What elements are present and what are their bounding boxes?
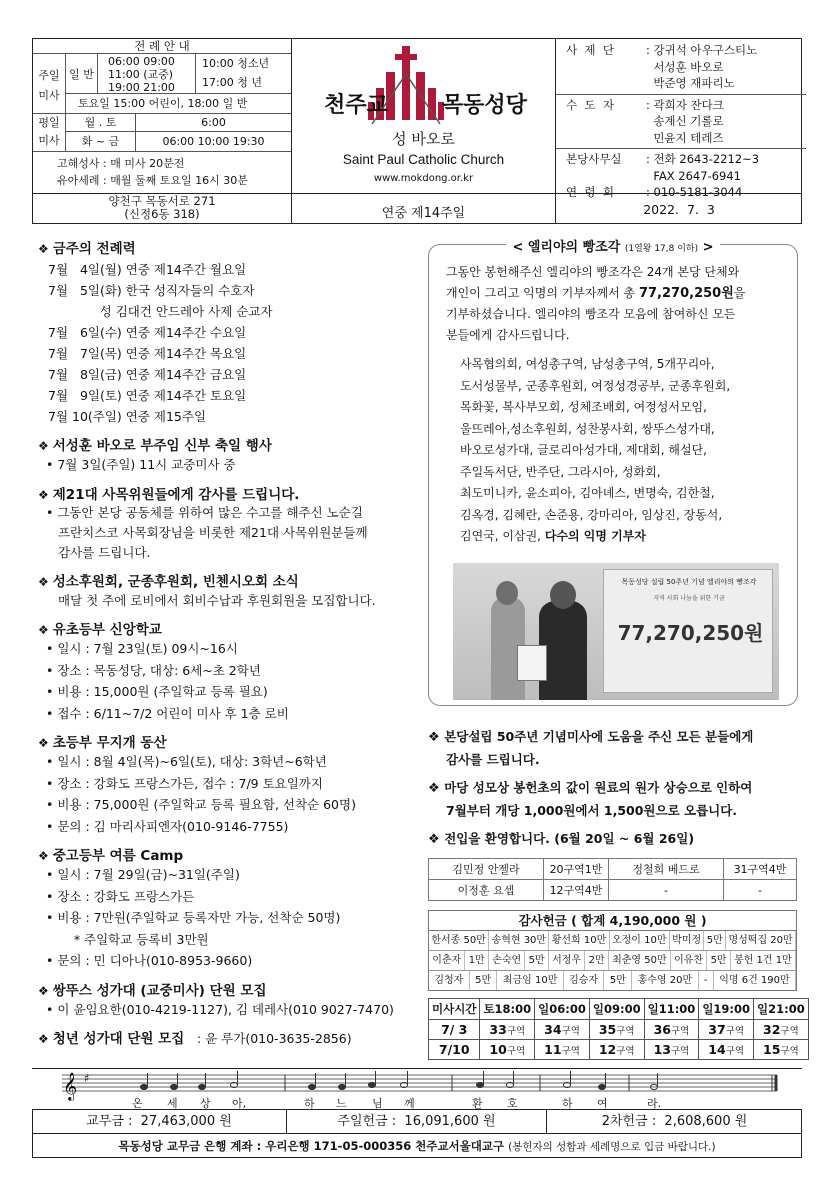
weekday-time: 06:00 10:00 19:30: [162, 135, 265, 148]
saturday-time: 토요일 15:00 어린이, 18:00 일 반: [78, 97, 248, 110]
diamond-bullet-icon: ❖: [428, 781, 445, 796]
table-cell: 35구역: [589, 1020, 644, 1040]
table-cell: 11구역: [535, 1040, 590, 1060]
table-header-cell: 토18:00: [480, 999, 535, 1020]
list-item: * 주일학교 등록비 3만원: [46, 931, 209, 947]
left-column: [38, 230, 418, 1047]
table-row: [429, 859, 797, 880]
table-cell: 5만: [707, 951, 731, 970]
section-title: 성소후원회, 군종후원회, 빈첸시오회 소식: [52, 573, 299, 590]
donor-line: 울뜨레아,성소후원회, 성찬봉사회, 쌍뚜스성가대,: [460, 421, 715, 436]
list-item: • 이 윤임요한(010-4219-1127), 김 데레사(010 9027-7470): [46, 1001, 394, 1017]
diamond-bullet-icon: ❖: [428, 730, 445, 745]
table-cell: 7/10: [429, 1040, 480, 1060]
table-cell: 오정이 10만: [610, 931, 670, 950]
section-title: 청년 성가대 단원 모집: [52, 1031, 185, 1047]
table-cell: 최금임 10만: [497, 971, 563, 990]
list-item: • 접수 : 6/11~7/2 어린이 미사 후 1층 로비: [46, 705, 289, 721]
liturgy-item: 7월 8일(금) 연중 제14주간 금요일: [48, 367, 247, 382]
bread-text: [446, 262, 791, 346]
donation-photo: [453, 563, 779, 700]
sunday-row: [33, 54, 291, 114]
notice-text: 본당설립 50주년 기념미사에 도움을 주신 모든 분들에게: [444, 729, 754, 744]
general-label: 일 반: [66, 54, 98, 93]
person-right-head: [550, 581, 576, 609]
church-prefix: 천주교: [324, 92, 388, 118]
staff-name: 송계신 기롤로: [653, 114, 724, 128]
office-label: 본당사무실: [566, 152, 622, 166]
patron-name: 성 바오로: [392, 130, 455, 148]
list-item: 감사를 드립니다.: [58, 544, 151, 560]
young-adult-time: 17:00 청 년: [202, 76, 262, 89]
weekday-mass-label: 미사: [38, 134, 60, 147]
table-row: [429, 971, 796, 990]
table-header-cell: 일19:00: [699, 999, 754, 1020]
table-cell: 15구역: [754, 1040, 809, 1060]
diamond-bullet-icon: ❖: [38, 849, 49, 863]
website: www.mokdong.or.kr: [373, 173, 474, 184]
mass-title: 전 례 안 내: [33, 39, 291, 54]
table-cell: 이정훈 요셉: [429, 880, 544, 901]
liturgical-week: 연중 제14주일: [381, 206, 466, 221]
text-line: 개인이 그리고 익명의 기부자께서 총 77,270,250원을: [446, 286, 746, 301]
liturgy-item: 7월 10(주일) 연중 제15주일: [48, 409, 207, 424]
offering-total: 교무금 : 27,463,000 원: [32, 1110, 287, 1133]
table-cell: -: [699, 971, 714, 990]
table-cell: 손숙연: [489, 951, 525, 970]
table-cell: 황선희 10만: [549, 931, 609, 950]
diamond-bullet-icon: ❖: [38, 983, 49, 998]
table-cell: 김승자: [564, 971, 605, 990]
staff-role: 수 도 자: [566, 97, 614, 112]
weekday-days: 월 . 토: [66, 114, 136, 131]
table-cell: 이유찬: [671, 951, 707, 970]
list-item: • 그동안 본당 공동체를 위하여 많은 수고를 해주신 노순길: [46, 504, 363, 520]
baptism-note: 유아세례 : 매월 둘째 토요일 16시 30분: [57, 174, 248, 187]
table-cell: 10구역: [480, 1040, 535, 1060]
table-cell: 익명 6건 190만: [714, 971, 796, 990]
section-title: 중고등부 여름 Camp: [52, 848, 184, 864]
council-label: 연 령 회: [566, 185, 614, 199]
table-cell: 37구역: [699, 1020, 754, 1040]
table-cell: 5만: [470, 971, 498, 990]
sunday-offering: 주일헌금 : 16,091,600 원: [287, 1110, 547, 1133]
staff-name: 박준영 재파리노: [653, 76, 735, 90]
donor-line: 주일독서단, 반주단, 그라시아, 성화회,: [460, 464, 661, 479]
weekday-days: 화 ~ 금: [66, 132, 136, 151]
church-name: 목동성당: [441, 92, 527, 118]
choir-contact: : 윤 루가(010-3635-2856): [196, 1031, 352, 1046]
time-line: 11:00 (교중): [108, 68, 174, 81]
table-cell: 12구역: [589, 1040, 644, 1060]
table-header-cell: 일11:00: [644, 999, 699, 1020]
lyric-syllable: 온: [132, 1097, 143, 1110]
list-item: • 문의 : 김 마리사피엔자(010-9146-7755): [46, 818, 289, 834]
table-cell: 송혁현 30만: [489, 931, 549, 950]
photo-sign-title: 목동성당 설립 50주년 기념 엘리야의 빵조각: [621, 578, 757, 586]
lyric-syllable: 상: [200, 1097, 211, 1110]
lyric-syllable: 하: [562, 1097, 573, 1110]
staff-block: 사 제 단 : 강귀석 아우구스티노 서성훈 바오로 박준영 재파리노 수 도 자 : 곽희자 잔다크 송계신 기롤로 민윤지 테레즈 본당사무실 : 전화 2643-2212~3 FAX 2647-6941 연 령 회 : 010-5181-3044: [566, 42, 796, 201]
office-tel: 전화 2643-2212~3: [653, 152, 760, 166]
table-cell: 홍수영 20만: [632, 971, 698, 990]
list-item: • 일시 : 8월 4일(목)~6일(토), 대상: 3학년~6학년: [46, 754, 327, 769]
svg-text:♯: ♯: [84, 1072, 90, 1085]
list-item: • 7월 3일(주일) 11시 교중미사 중: [46, 457, 236, 472]
donor-line: 김연국, 이삼권, 다수의 익명 기부자: [460, 529, 646, 543]
account-row: [32, 1134, 802, 1158]
svg-text:𝄞: 𝄞: [63, 1072, 78, 1100]
english-name: Saint Paul Catholic Church: [342, 152, 505, 167]
table-cell: 20구역1반: [544, 859, 609, 880]
time-line: 19:00 21:00: [108, 81, 175, 94]
confession-note: 고해성사 : 매 미사 20분전: [57, 157, 185, 170]
address-line: (신정6동 318): [124, 207, 200, 221]
text-line: 그동안 봉헌해주신 엘리야의 빵조각은 24개 본당 단체와: [446, 265, 740, 279]
table-cell: 김청자: [429, 971, 470, 990]
table-row: [429, 951, 796, 971]
music-staff: [32, 1068, 802, 1110]
table-cell: 한서종 50만: [429, 931, 489, 950]
lyric-syllable: 라.: [647, 1097, 662, 1110]
section-title: 서성훈 바오로 부주임 신부 축일 행사: [52, 438, 272, 454]
table-cell: 13구역: [644, 1040, 699, 1060]
time-line: 06:00 09:00: [108, 55, 175, 68]
table-cell: 31구역4반: [724, 859, 797, 880]
table-header-cell: 미사시간: [429, 999, 480, 1020]
table-cell: 정철희 베드로: [609, 859, 724, 880]
table-cell: 5만: [704, 931, 726, 950]
liturgy-item: 7월 9일(토) 연중 제14주간 토요일: [48, 388, 247, 403]
list-item: 프란치스코 사목회장님을 비롯한 제21대 사목위원분들께: [58, 524, 368, 540]
thanks-money: [428, 910, 797, 991]
diamond-bullet-icon: ❖: [38, 242, 49, 256]
table-cell: -: [724, 880, 797, 901]
lyric-syllable: 세: [167, 1097, 178, 1110]
weekday-label: 평일: [38, 116, 60, 129]
table-cell: 김민정 안젤라: [429, 859, 544, 880]
donor-line: 사목협의회, 여성총구역, 남성총구역, 5개꾸리아,: [460, 357, 715, 371]
lyric-syllable: 환: [472, 1097, 483, 1110]
table-row: [429, 880, 797, 901]
table-cell: 7/ 3: [429, 1020, 480, 1040]
section-title: 쌍뚜스 성가대 (교중미사) 단원 모집: [52, 982, 267, 999]
table-cell: 최춘영 50만: [609, 951, 671, 970]
address: [33, 195, 291, 221]
table-cell: 5만: [604, 971, 632, 990]
photo-amount: 77,270,250원: [617, 621, 764, 645]
bread-title: < 엘리야의 빵조각 (1열왕 17,8 이하) >: [428, 236, 798, 255]
offering-row: [32, 1110, 802, 1134]
list-item: • 비용 : 75,000원 (주일학교 등록 필요함, 선착순 60명): [46, 797, 356, 812]
diamond-bullet-icon: ❖: [428, 832, 445, 847]
office-fax: FAX 2647-6941: [653, 168, 741, 183]
diamond-bullet-icon: ❖: [38, 439, 49, 453]
table-cell: 박미정: [670, 931, 705, 950]
text-line: 기부하셨습니다. 엘리야의 빵조각 모음에 참여하신 모든: [446, 307, 736, 321]
table-cell: 명성떡집 20만: [726, 931, 796, 950]
donor-list: [460, 354, 790, 548]
diamond-bullet-icon: ❖: [38, 574, 49, 589]
list-item: • 일시 : 7월 29일(금)~31일(주일): [46, 867, 240, 882]
staff-name: 곽희자 잔다크: [653, 97, 724, 112]
liturgy-item: 7월 7일(목) 연중 제14주간 목요일: [48, 346, 247, 361]
table-cell: -: [609, 880, 724, 901]
staff-name: 민윤지 테레즈: [653, 130, 724, 145]
list-item: • 장소 : 강화도 프랑스가든, 접수 : 7/9 토요일까지: [46, 775, 323, 791]
support-text: 매달 첫 주에 로비에서 회비수납과 후원회원을 모집합니다.: [58, 592, 376, 608]
notice-text: 마당 성모상 봉헌초의 값이 원료의 원가 상승으로 인하여: [444, 780, 753, 795]
liturgy-item: 7월 4일(월) 연중 제14주간 월요일: [48, 262, 247, 277]
table-row: [429, 931, 796, 951]
table-cell: 봉헌 1건 1만: [731, 951, 796, 970]
table-cell: 14구역: [699, 1040, 754, 1060]
staff-name: 서성훈 바오로: [653, 59, 724, 74]
second-offering: 2차헌금 : 2,608,600 원: [601, 1114, 748, 1129]
weekday-time: 6:00: [201, 116, 226, 129]
donor-line: 도서성물부, 군종후원회, 여정성경공부, 군종후원회,: [460, 378, 731, 393]
section-title: 유초등부 신앙학교: [52, 622, 162, 638]
table-cell: 36구역: [644, 1020, 699, 1040]
account-note: (봉헌자의 성함과 세례명으로 입금 바랍니다.): [508, 1141, 716, 1153]
donor-line: 바오로성가대, 글로리아성가대, 제대회, 해설단,: [460, 443, 707, 457]
list-item: • 장소 : 강화도 프랑스가든: [46, 888, 195, 904]
liturgy-item: 7월 6일(수) 연중 제14주간 수요일: [48, 325, 247, 340]
list-item: • 장소 : 목동성당, 대상: 6세~초 2학년: [46, 662, 261, 678]
lyric-syllable: 아,: [232, 1097, 247, 1110]
table-cell: 33구역: [480, 1020, 535, 1040]
staff-role: 사 제 단: [566, 43, 614, 57]
liturgy-item: 성 김대건 안드레아 사제 순교자: [48, 304, 273, 319]
account-info: 목동성당 교무금 은행 계좌 : 우리은행 171-05-000356 천주교서울대교구: [118, 1139, 505, 1153]
photo-sign-subtitle: 지역 사회 나눔을 위한 기금: [653, 595, 725, 602]
welcome-table: [428, 858, 797, 901]
donor-line: 김옥경, 김혜란, 손준용, 강마리아, 임상진, 장동석,: [460, 507, 723, 522]
table-cell: 12구역4반: [544, 880, 609, 901]
table-header-cell: 일21:00: [754, 999, 809, 1020]
weekday-row: [33, 114, 291, 152]
lyric-syllable: 하: [304, 1097, 315, 1110]
address-line: 양천구 목동서로 271: [108, 194, 216, 208]
lyric-syllable: 께: [404, 1097, 415, 1110]
section-title: 제21대 사목위원들에게 감사를 드립니다.: [52, 486, 300, 503]
diamond-bullet-icon: ❖: [38, 623, 49, 637]
lyrics: [32, 1095, 802, 1109]
table-cell: 32구역: [754, 1020, 809, 1040]
text-line: 분들에게 감사드립니다.: [446, 328, 570, 342]
lyric-syllable: 님: [372, 1097, 383, 1110]
lyric-syllable: 여: [597, 1097, 608, 1110]
table-row: [429, 1040, 809, 1060]
staff-name: 강귀석 아우구스티노: [653, 43, 758, 57]
table-cell: 34구역: [535, 1020, 590, 1040]
table-header-cell: 일09:00: [589, 999, 644, 1020]
mass-assignment-table: [428, 998, 809, 1060]
liturgy-item: 7월 5일(화) 한국 성직자들의 수호자: [48, 283, 255, 298]
table-cell: 서정우: [549, 951, 585, 970]
notice-text: 7월부터 개당 1,000원에서 1,500원으로 오릅니다.: [446, 803, 738, 818]
notices: [428, 726, 800, 851]
table-row: [429, 1020, 809, 1040]
donor-line: 최도미니카, 윤소피아, 김아녜스, 변명숙, 김한철,: [460, 486, 715, 500]
list-item: • 일시 : 7월 23일(토) 09시~16시: [46, 641, 238, 656]
table-header-cell: 일06:00: [535, 999, 590, 1020]
liturgy-list: [38, 257, 418, 427]
certificate: [517, 645, 547, 681]
diamond-bullet-icon: ❖: [38, 1032, 49, 1046]
person-left-head: [496, 581, 518, 605]
welcome-title: 전입을 환영합니다. (6월 20일 ~ 6월 26일): [444, 831, 695, 846]
sunday-label: 주일: [38, 69, 60, 82]
diamond-bullet-icon: ❖: [38, 736, 49, 750]
table-cell: 2만: [585, 951, 609, 970]
list-item: • 문의 : 민 디아나(010-8953-9660): [46, 953, 253, 968]
table-cell: 이춘자: [429, 951, 465, 970]
bread-total-amount: 77,270,250원: [638, 286, 734, 301]
table-cell: 1만: [465, 951, 489, 970]
donor-line: 목화꽃, 복사부모회, 성체조배회, 여정성서모임,: [460, 400, 707, 414]
council-tel: 010-5181-3044: [653, 185, 743, 199]
list-item: • 비용 : 7만원(주일학교 등록자만 가능, 선착순 50명): [46, 910, 341, 925]
mass-label: 미사: [38, 89, 60, 102]
list-item: • 비용 : 15,000원 (주일학교 등록 필요): [46, 684, 268, 699]
section-title: 금주의 전례력: [52, 241, 136, 257]
table-cell: 5만: [525, 951, 549, 970]
lyric-syllable: 호: [507, 1097, 518, 1110]
youth-time: 10:00 청소년: [202, 57, 270, 70]
bulletin-date: 2022. 7. 3: [643, 202, 715, 217]
diamond-bullet-icon: ❖: [38, 487, 49, 502]
section-title: 초등부 무지개 동산: [52, 735, 167, 751]
lyric-syllable: 느: [336, 1097, 347, 1110]
notice-text: 감사를 드립니다.: [446, 752, 540, 767]
thanks-money-title: 감사헌금 ( 합계 4,190,000 원 ): [429, 911, 796, 931]
mass-schedule: [33, 39, 291, 193]
table-row: [429, 999, 809, 1020]
